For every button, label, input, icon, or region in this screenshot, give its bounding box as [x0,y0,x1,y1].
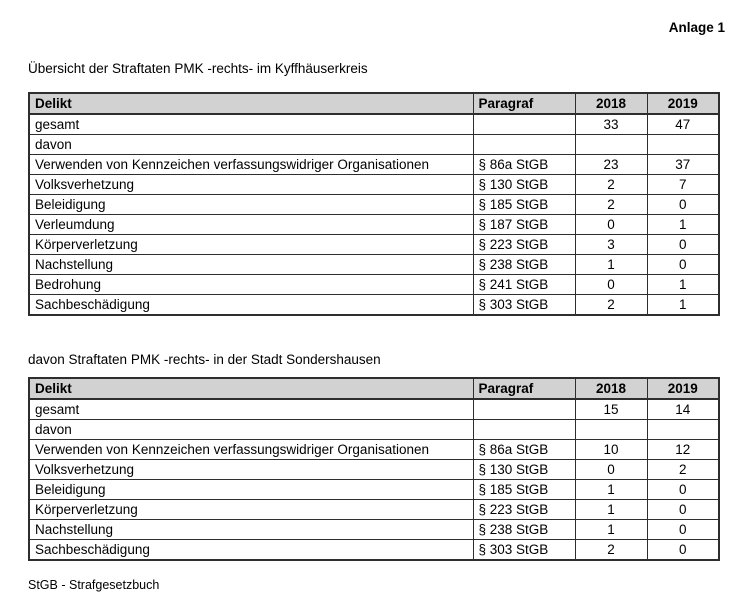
annotation-label: Anlage 1 [668,20,725,35]
table-row [29,215,719,235]
cell-2019: 14 [647,399,719,420]
cell-paragraf: § 130 StGB [473,460,575,480]
cell-2018: 3 [575,235,647,255]
table-row [29,520,719,540]
cell-2019: 1 [647,275,719,295]
cell-2019 [647,135,719,155]
cell-2018: 1 [575,500,647,520]
column-header-2019: 2019 [647,378,719,399]
cell-paragraf: § 86a StGB [473,440,575,460]
cell-2019: 12 [647,440,719,460]
table-row [29,235,719,255]
cell-2019: 0 [647,235,719,255]
table-row [29,255,719,275]
cell-2019: 7 [647,175,719,195]
cell-2018: 15 [575,399,647,420]
cell-2018 [575,420,647,440]
cell-2019: 0 [647,195,719,215]
column-header-delikt: Delikt [29,93,473,114]
cell-delikt: Verleumdung [29,215,473,235]
table-row [29,480,719,500]
cell-2019: 0 [647,500,719,520]
cell-paragraf [473,399,575,420]
cell-delikt: Körperverletzung [29,500,473,520]
crime-table-sondershausen [28,377,720,561]
cell-delikt: Verwenden von Kennzeichen verfassungswidriger Organisationen [29,440,473,460]
cell-2018: 2 [575,540,647,561]
column-header-2018: 2018 [575,93,647,114]
table-header [29,93,719,114]
table-header-row [29,378,719,399]
cell-2019 [647,420,719,440]
table-title-kyffhaeuserkreis: Übersicht der Straftaten PMK -rechts- im Kyffhäuserkreis [28,61,368,76]
cell-2018: 1 [575,480,647,500]
cell-delikt: Sachbeschädigung [29,295,473,316]
column-header-paragraf: Paragraf [473,93,575,114]
cell-paragraf: § 223 StGB [473,235,575,255]
footnote: StGB - Strafgesetzbuch [28,578,160,592]
cell-paragraf: § 238 StGB [473,520,575,540]
cell-delikt: gesamt [29,114,473,135]
cell-2019: 2 [647,460,719,480]
cell-2018 [575,135,647,155]
table-row [29,460,719,480]
table-header-row [29,93,719,114]
cell-delikt: Beleidigung [29,480,473,500]
cell-2018: 0 [575,460,647,480]
column-header-2018: 2018 [575,378,647,399]
cell-2019: 47 [647,114,719,135]
cell-2019: 1 [647,295,719,316]
column-header-paragraf: Paragraf [473,378,575,399]
cell-delikt: gesamt [29,399,473,420]
column-header-delikt: Delikt [29,378,473,399]
cell-paragraf: § 130 StGB [473,175,575,195]
cell-2018: 10 [575,440,647,460]
cell-delikt: Volksverhetzung [29,175,473,195]
table-header [29,378,719,399]
table-row [29,175,719,195]
table-row [29,440,719,460]
cell-delikt: Sachbeschädigung [29,540,473,561]
cell-paragraf: § 241 StGB [473,275,575,295]
table-row [29,295,719,316]
cell-paragraf: § 86a StGB [473,155,575,175]
cell-paragraf: § 185 StGB [473,195,575,215]
table-row [29,399,719,420]
cell-delikt: davon [29,135,473,155]
cell-2019: 1 [647,215,719,235]
cell-paragraf [473,114,575,135]
cell-2018: 2 [575,175,647,195]
table-row [29,155,719,175]
cell-delikt: Volksverhetzung [29,460,473,480]
table-row [29,135,719,155]
cell-paragraf: § 185 StGB [473,480,575,500]
cell-delikt: Verwenden von Kennzeichen verfassungswidriger Organisationen [29,155,473,175]
cell-2019: 0 [647,540,719,561]
cell-2018: 1 [575,520,647,540]
cell-paragraf: § 187 StGB [473,215,575,235]
cell-2018: 1 [575,255,647,275]
cell-delikt: Beleidigung [29,195,473,215]
cell-2019: 0 [647,520,719,540]
cell-paragraf: § 223 StGB [473,500,575,520]
cell-2018: 0 [575,275,647,295]
cell-2018: 0 [575,215,647,235]
cell-paragraf: § 238 StGB [473,255,575,275]
cell-2018: 23 [575,155,647,175]
cell-2018: 33 [575,114,647,135]
cell-paragraf [473,420,575,440]
cell-2018: 2 [575,295,647,316]
cell-delikt: Nachstellung [29,255,473,275]
cell-2018: 2 [575,195,647,215]
cell-2019: 0 [647,480,719,500]
column-header-2019: 2019 [647,93,719,114]
table-body [29,114,719,315]
table-row [29,500,719,520]
table-body [29,399,719,560]
cell-2019: 0 [647,255,719,275]
cell-paragraf: § 303 StGB [473,540,575,561]
table-title-sondershausen: davon Straftaten PMK -rechts- in der Stadt Sondershausen [28,352,381,367]
table-row [29,195,719,215]
cell-paragraf [473,135,575,155]
cell-delikt: Bedrohung [29,275,473,295]
table-row [29,114,719,135]
cell-paragraf: § 303 StGB [473,295,575,316]
table-row [29,540,719,561]
cell-2019: 37 [647,155,719,175]
cell-delikt: Körperverletzung [29,235,473,255]
table-row [29,275,719,295]
crime-table-kyffhaeuserkreis [28,92,720,316]
cell-delikt: davon [29,420,473,440]
cell-delikt: Nachstellung [29,520,473,540]
table-row [29,420,719,440]
